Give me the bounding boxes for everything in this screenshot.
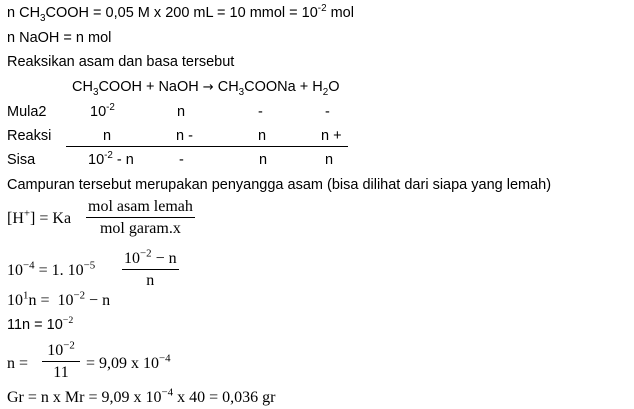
equation-11n: $11n = 10^{-2}$: [7, 315, 74, 333]
numerator: mol asam lemah: [86, 198, 195, 218]
row-label: Sisa: [7, 152, 36, 168]
equation-lhs: [H+] = Ka: [7, 207, 72, 227]
cell-ch3cooh: $10^{-2}$ - n: [88, 150, 134, 168]
cell-h2o: n +: [321, 128, 342, 144]
row-label: Mula2: [7, 104, 47, 120]
reaction-equation: $CH_3COOH$ + NaOH → $CH_3COONa + H_2O$: [72, 79, 340, 98]
numerator: $10^{-2} - n$: [122, 250, 179, 270]
equation-rhs: = 9,09 x $10^{-4}$: [86, 352, 171, 372]
cell-ch3cooh: $10^{-2}$: [90, 102, 115, 120]
cell-ch3coona: n: [258, 128, 267, 144]
cell-naoh: n -: [176, 128, 193, 144]
cell-naoh: -: [179, 152, 184, 168]
line-mol-naoh: n NaOH = n mol: [7, 30, 112, 46]
equation-101n: $10^1n = 10^{-2} - n$: [7, 289, 111, 309]
fraction: [86, 198, 195, 238]
line-mol-ch3cooh: n $CH_3COOH = 0,05$ M x 200 mL = 10 mmol = $10^{-2}$ mol: [7, 3, 354, 24]
equation-lhs: $10^{-4} = 1$. $10^{-5}$: [7, 259, 96, 279]
fraction: [42, 339, 80, 382]
row-label: Reaksi: [7, 128, 52, 144]
equation-mass: Gr = n x Mr = 9,09 x $10^{-4}$ x 40 = 0,036 gr: [7, 386, 276, 406]
cell-naoh: n: [177, 104, 186, 120]
denominator: n: [146, 272, 155, 289]
denominator: 11: [53, 364, 69, 381]
fraction: [122, 247, 179, 290]
numerator: $10^{-2}$: [42, 342, 80, 362]
equation-lhs: n =: [7, 355, 29, 372]
cell-ch3coona: -: [258, 104, 263, 120]
line-instruction: Reaksikan asam dan basa tersebut: [7, 54, 235, 70]
cell-h2o: -: [325, 104, 330, 120]
buffer-statement: Campuran tersebut merupakan penyangga asam (bisa dilihat dari siapa yang lemah): [7, 177, 552, 193]
cell-ch3cooh: n: [103, 128, 112, 144]
cell-ch3coona: n: [259, 152, 268, 168]
denominator: mol garam.x: [99, 220, 181, 237]
cell-h2o: n: [325, 152, 334, 168]
reaction-underline: [66, 146, 348, 147]
